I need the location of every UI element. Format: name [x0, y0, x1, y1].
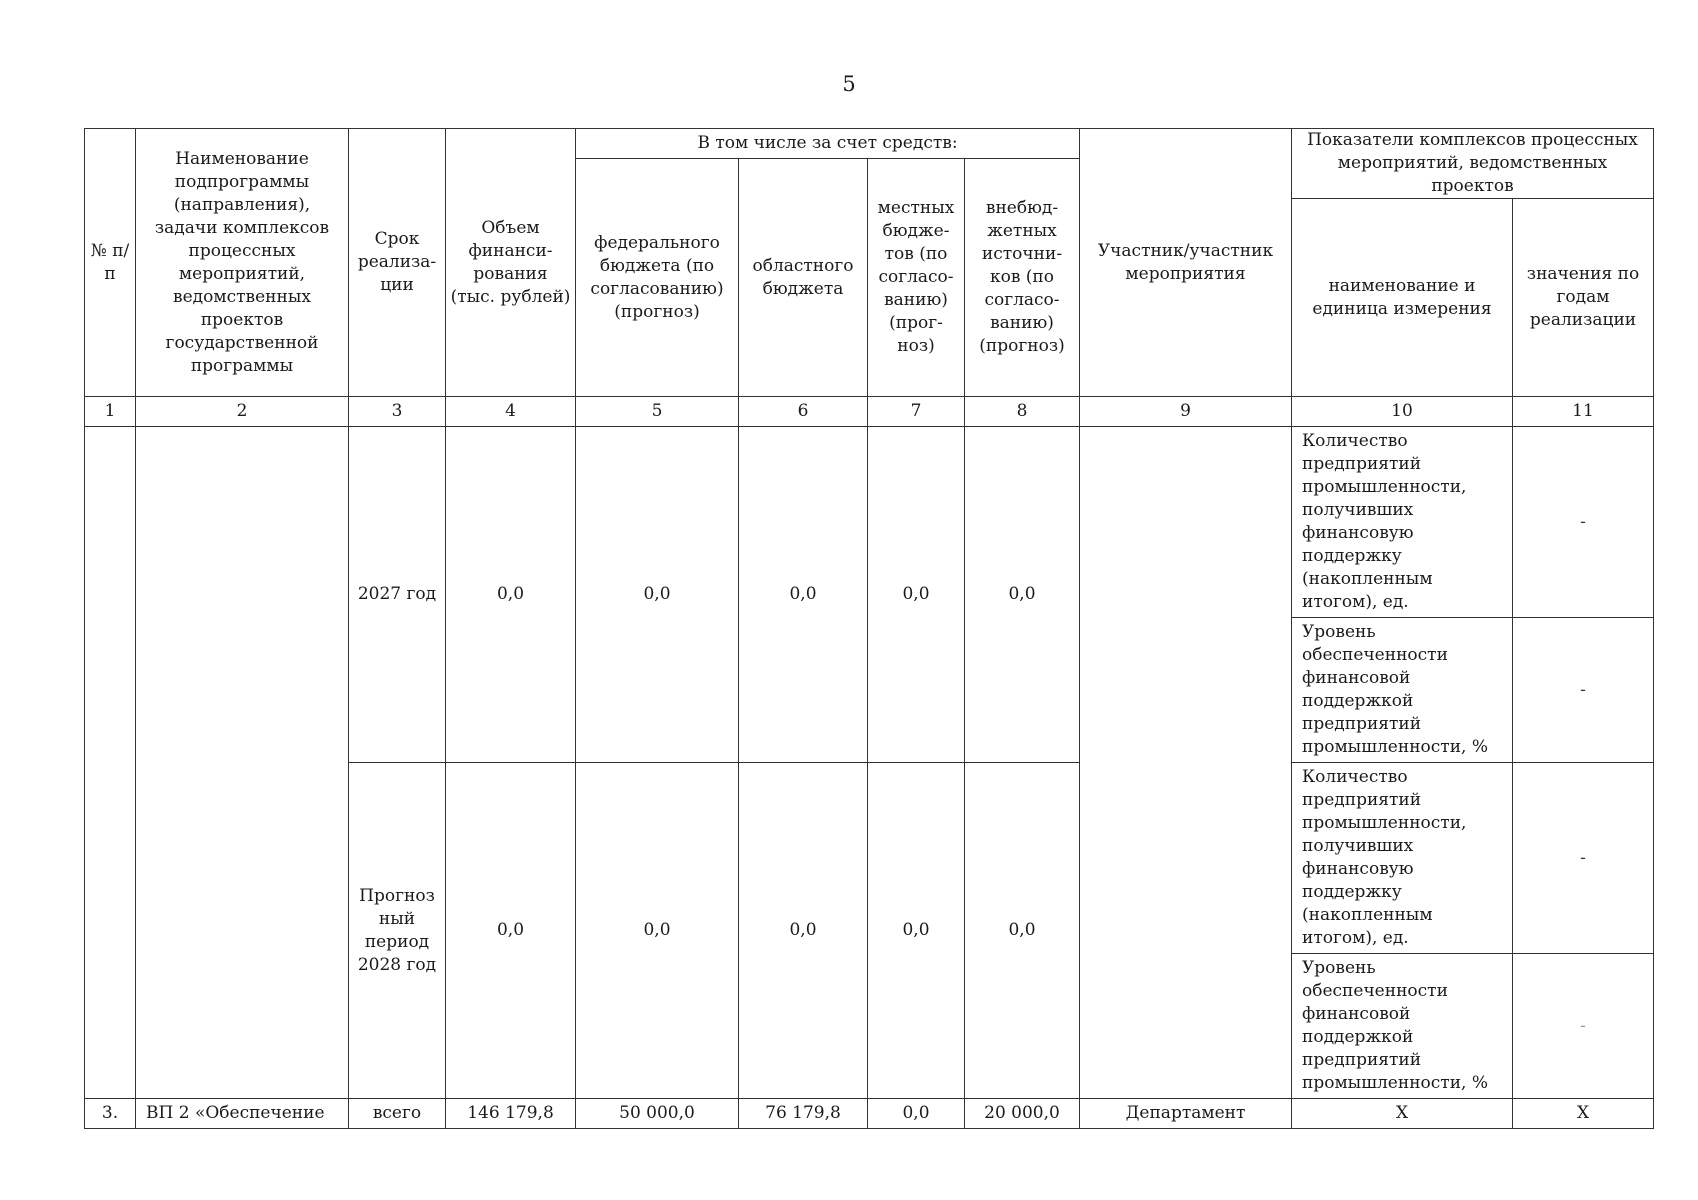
- cell-participant: Департамент: [1080, 1099, 1292, 1129]
- page-number: 5: [842, 72, 856, 96]
- cell-federal: 0,0: [576, 763, 739, 1099]
- header-num: № п/п: [85, 129, 136, 397]
- cell-term: 2027 год: [349, 427, 446, 763]
- column-number: 4: [446, 397, 576, 427]
- header-regional: областного бюджета: [739, 159, 868, 397]
- column-number: 6: [739, 397, 868, 427]
- header-indicator-values: значения по годам реализации: [1513, 199, 1654, 397]
- cell-volume: 146 179,8: [446, 1099, 576, 1129]
- column-number: 8: [965, 397, 1080, 427]
- header-indicator-name: наименование и единица измерения: [1292, 199, 1513, 397]
- cell-participant-empty: [1080, 427, 1292, 1099]
- header-participant: Участник/участник мероприятия: [1080, 129, 1292, 397]
- cell-federal: 50 000,0: [576, 1099, 739, 1129]
- column-number: 3: [349, 397, 446, 427]
- cell-indicator-name: Количество предприятий промышленности, получивших финансовую поддержку (накопленным итогом), ед.: [1292, 763, 1513, 954]
- cell-name: ВП 2 «Обеспечение: [136, 1099, 349, 1129]
- header-name: Наименование подпрограммы (направления), задачи комплексов процессных мероприятий, ведомственных проектов государственной программы: [136, 129, 349, 397]
- cell-regional: 0,0: [739, 763, 868, 1099]
- cell-term: всего: [349, 1099, 446, 1129]
- column-number: 7: [868, 397, 965, 427]
- cell-name-empty: [136, 427, 349, 1099]
- cell-regional: 76 179,8: [739, 1099, 868, 1129]
- cell-indicator-value: -: [1513, 763, 1654, 954]
- column-number: 10: [1292, 397, 1513, 427]
- cell-indicator-value: -: [1513, 427, 1654, 618]
- header-row-1: [85, 129, 1654, 159]
- cell-indicator-name: Уровень обеспеченности финансовой поддержкой предприятий промышленности, %: [1292, 954, 1513, 1099]
- cell-local: 0,0: [868, 427, 965, 763]
- header-federal: федерального бюджета (по согласованию) (прогноз): [576, 159, 739, 397]
- budget-table: [84, 128, 1654, 1129]
- header-local: местных бюдже-тов (по согласо-ванию) (прог-ноз): [868, 159, 965, 397]
- header-indicators-group: Показатели комплексов процессных мероприятий, ведомственных проектов: [1292, 129, 1654, 199]
- cell-volume: 0,0: [446, 763, 576, 1099]
- cell-regional: 0,0: [739, 427, 868, 763]
- table-row: [85, 1099, 1654, 1129]
- table-row: [85, 427, 1654, 618]
- cell-indicator-value: Х: [1513, 1099, 1654, 1129]
- cell-local: 0,0: [868, 763, 965, 1099]
- cell-extrabudget: 0,0: [965, 763, 1080, 1099]
- column-number: 11: [1513, 397, 1654, 427]
- header-term: Срок реализа-ции: [349, 129, 446, 397]
- cell-indicator-name: Количество предприятий промышленности, получивших финансовую поддержку (накопленным итогом), ед.: [1292, 427, 1513, 618]
- column-number: 9: [1080, 397, 1292, 427]
- cell-term: Прогноз ный период 2028 год: [349, 763, 446, 1099]
- column-number: 5: [576, 397, 739, 427]
- header-extrabudget: внебюд-жетных источни-ков (по согласо-ванию) (прогноз): [965, 159, 1080, 397]
- cell-local: 0,0: [868, 1099, 965, 1129]
- cell-indicator-name: Х: [1292, 1099, 1513, 1129]
- header-volume: Объем финанси-рования (тыс. рублей): [446, 129, 576, 397]
- column-number: 1: [85, 397, 136, 427]
- cell-volume: 0,0: [446, 427, 576, 763]
- header-funds-group: В том числе за счет средств:: [576, 129, 1080, 159]
- cell-num: 3.: [85, 1099, 136, 1129]
- cell-federal: 0,0: [576, 427, 739, 763]
- column-number: 2: [136, 397, 349, 427]
- cell-indicator-value: -: [1513, 954, 1654, 1099]
- column-numbers-row: [85, 397, 1654, 427]
- cell-indicator-value: -: [1513, 618, 1654, 763]
- cell-indicator-name: Уровень обеспеченности финансовой поддержкой предприятий промышленности, %: [1292, 618, 1513, 763]
- cell-num-empty: [85, 427, 136, 1099]
- cell-extrabudget: 20 000,0: [965, 1099, 1080, 1129]
- cell-extrabudget: 0,0: [965, 427, 1080, 763]
